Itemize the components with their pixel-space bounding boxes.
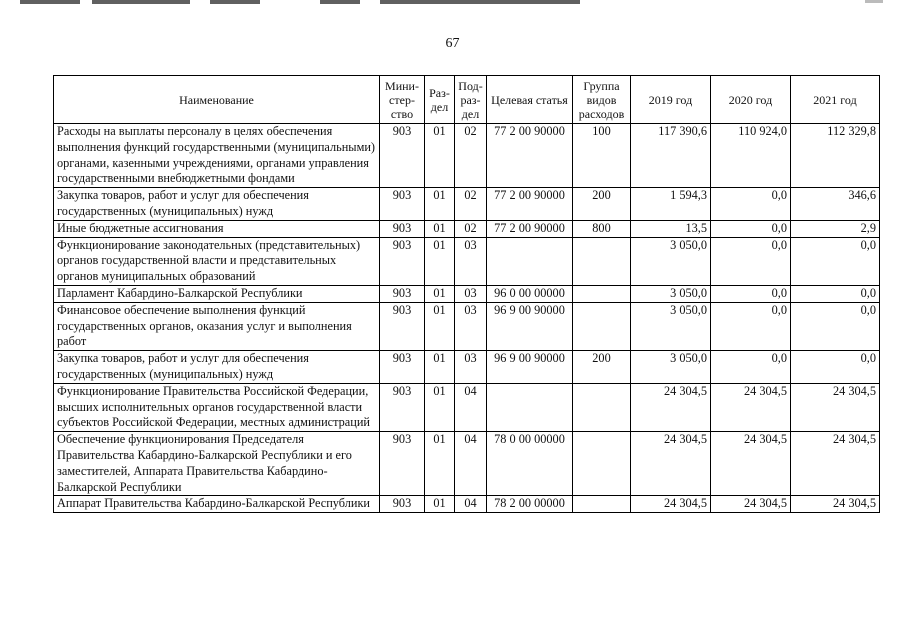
- cell-2019: 24 304,5: [631, 432, 711, 496]
- cell-2019: 24 304,5: [631, 496, 711, 513]
- table-row: [54, 124, 880, 188]
- cell-2020: 0,0: [711, 351, 791, 384]
- header-2021: 2021 год: [791, 76, 880, 124]
- cell-target: 78 2 00 00000: [487, 496, 573, 513]
- cell-2020: 0,0: [711, 237, 791, 285]
- cell-2020: 110 924,0: [711, 124, 791, 188]
- cell-group: [573, 383, 631, 431]
- cell-name: Обеспечение функционирования Председателя Правительства Кабардино-Балкарской Республики и его заместителей, Аппарата Правительства Кабардино-Балкарской Республики: [54, 432, 380, 496]
- cell-2019: 3 050,0: [631, 302, 711, 350]
- cell-2020: 0,0: [711, 285, 791, 302]
- budget-table: [53, 75, 880, 513]
- cell-subsection: 02: [455, 124, 487, 188]
- cell-subsection: 04: [455, 432, 487, 496]
- cell-group: 200: [573, 351, 631, 384]
- table-row: [54, 285, 880, 302]
- cell-2019: 3 050,0: [631, 351, 711, 384]
- cell-ministry: 903: [380, 496, 425, 513]
- cell-2020: 24 304,5: [711, 496, 791, 513]
- table-row: [54, 432, 880, 496]
- cell-ministry: 903: [380, 351, 425, 384]
- cell-name: Функционирование Правительства Российской Федерации, высших исполнительных органов государственной власти субъектов Российской Федерации, местных администраций: [54, 383, 380, 431]
- scan-header-artifact: [20, 0, 580, 4]
- header-section: Раз- дел: [425, 76, 455, 124]
- cell-group: 200: [573, 188, 631, 221]
- cell-2019: 13,5: [631, 220, 711, 237]
- cell-ministry: 903: [380, 302, 425, 350]
- header-2020: 2020 год: [711, 76, 791, 124]
- cell-ministry: 903: [380, 432, 425, 496]
- table-row: [54, 302, 880, 350]
- cell-subsection: 02: [455, 188, 487, 221]
- table-row: [54, 496, 880, 513]
- cell-name: Функционирование законодательных (представительных) органов государственной власти и представительных органов муниципальных образований: [54, 237, 380, 285]
- table-row: [54, 220, 880, 237]
- cell-group: [573, 496, 631, 513]
- cell-2020: 0,0: [711, 220, 791, 237]
- scan-header-artifact-right: [865, 0, 883, 3]
- cell-ministry: 903: [380, 285, 425, 302]
- cell-name: Иные бюджетные ассигнования: [54, 220, 380, 237]
- cell-group: 800: [573, 220, 631, 237]
- cell-subsection: 02: [455, 220, 487, 237]
- table-row: [54, 351, 880, 384]
- cell-name: Аппарат Правительства Кабардино-Балкарской Республики: [54, 496, 380, 513]
- cell-name: Закупка товаров, работ и услуг для обеспечения государственных (муниципальных) нужд: [54, 351, 380, 384]
- cell-target: 96 0 00 00000: [487, 285, 573, 302]
- cell-2021: 0,0: [791, 302, 880, 350]
- header-group: Группа видов расходов: [573, 76, 631, 124]
- cell-2019: 3 050,0: [631, 285, 711, 302]
- cell-group: [573, 285, 631, 302]
- table-row: [54, 237, 880, 285]
- header-ministry: Мини- стер- ство: [380, 76, 425, 124]
- cell-2021: 0,0: [791, 237, 880, 285]
- header-target: Целевая статья: [487, 76, 573, 124]
- cell-name: Закупка товаров, работ и услуг для обеспечения государственных (муниципальных) нужд: [54, 188, 380, 221]
- cell-target: 96 9 00 90000: [487, 302, 573, 350]
- cell-subsection: 04: [455, 383, 487, 431]
- cell-2021: 24 304,5: [791, 432, 880, 496]
- cell-section: 01: [425, 124, 455, 188]
- cell-2021: 2,9: [791, 220, 880, 237]
- cell-2021: 24 304,5: [791, 496, 880, 513]
- cell-2021: 0,0: [791, 285, 880, 302]
- cell-target: [487, 383, 573, 431]
- cell-section: 01: [425, 432, 455, 496]
- cell-name: Парламент Кабардино-Балкарской Республики: [54, 285, 380, 302]
- cell-section: 01: [425, 351, 455, 384]
- cell-ministry: 903: [380, 237, 425, 285]
- cell-section: 01: [425, 237, 455, 285]
- cell-2019: 117 390,6: [631, 124, 711, 188]
- cell-section: 01: [425, 302, 455, 350]
- cell-2020: 24 304,5: [711, 383, 791, 431]
- cell-group: [573, 237, 631, 285]
- table-row: [54, 188, 880, 221]
- table-row: [54, 383, 880, 431]
- cell-section: 01: [425, 188, 455, 221]
- cell-ministry: 903: [380, 383, 425, 431]
- cell-ministry: 903: [380, 188, 425, 221]
- cell-subsection: 03: [455, 285, 487, 302]
- cell-ministry: 903: [380, 124, 425, 188]
- cell-subsection: 03: [455, 237, 487, 285]
- cell-section: 01: [425, 383, 455, 431]
- page-number: 67: [445, 36, 460, 51]
- cell-2019: 3 050,0: [631, 237, 711, 285]
- cell-subsection: 03: [455, 302, 487, 350]
- cell-subsection: 03: [455, 351, 487, 384]
- cell-name: Финансовое обеспечение выполнения функций государственных органов, оказания услуг и выполнения работ: [54, 302, 380, 350]
- cell-target: 78 0 00 00000: [487, 432, 573, 496]
- cell-2019: 1 594,3: [631, 188, 711, 221]
- cell-2021: 112 329,8: [791, 124, 880, 188]
- cell-section: 01: [425, 496, 455, 513]
- cell-section: 01: [425, 285, 455, 302]
- cell-2020: 24 304,5: [711, 432, 791, 496]
- header-2019: 2019 год: [631, 76, 711, 124]
- cell-ministry: 903: [380, 220, 425, 237]
- header-row: [54, 76, 880, 124]
- cell-target: 77 2 00 90000: [487, 220, 573, 237]
- cell-target: 77 2 00 90000: [487, 124, 573, 188]
- cell-subsection: 04: [455, 496, 487, 513]
- cell-2021: 346,6: [791, 188, 880, 221]
- cell-target: 96 9 00 90000: [487, 351, 573, 384]
- cell-group: [573, 302, 631, 350]
- table-body: [54, 124, 880, 513]
- cell-2021: 0,0: [791, 351, 880, 384]
- header-name: Наименование: [54, 76, 380, 124]
- cell-name: Расходы на выплаты персоналу в целях обеспечения выполнения функций государственными (муниципальными) органами, казенными учреждениями, органами управления государственными внебюджетными фондами: [54, 124, 380, 188]
- cell-2020: 0,0: [711, 302, 791, 350]
- cell-2020: 0,0: [711, 188, 791, 221]
- cell-section: 01: [425, 220, 455, 237]
- cell-group: [573, 432, 631, 496]
- header-subsection: Под- раз- дел: [455, 76, 487, 124]
- table-header: [54, 76, 880, 124]
- cell-2021: 24 304,5: [791, 383, 880, 431]
- cell-group: 100: [573, 124, 631, 188]
- cell-2019: 24 304,5: [631, 383, 711, 431]
- cell-target: [487, 237, 573, 285]
- cell-target: 77 2 00 90000: [487, 188, 573, 221]
